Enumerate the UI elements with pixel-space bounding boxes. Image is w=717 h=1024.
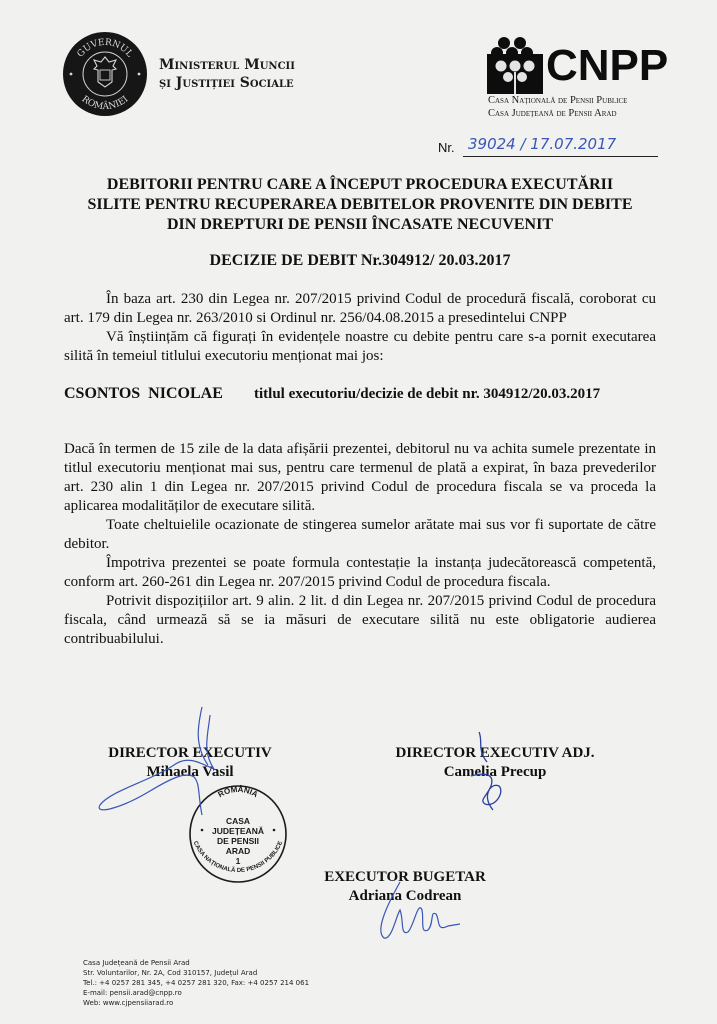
signature-block-budget-executor xyxy=(300,868,510,906)
ministry-line-2: și Justiției Sociale xyxy=(159,75,294,91)
signature-role-director: DIRECTOR EXECUTIV xyxy=(108,745,272,761)
stamp-line-3: DE PENSII xyxy=(216,836,260,846)
paragraph-notification xyxy=(64,328,656,366)
signature-name-deputy-director: Camelia Precup xyxy=(443,764,547,780)
seal-top-text: GUVERNUL xyxy=(75,37,135,60)
stamp-line-2: JUDEȚEANĂ xyxy=(212,826,264,836)
stamp-number: 1 xyxy=(235,856,241,866)
signature-name-budget-executor: Adriana Codrean xyxy=(348,888,462,904)
government-seal-icon xyxy=(62,31,148,117)
debtor-name: CSONTOS NICOLAE xyxy=(64,385,223,402)
paragraph-deadline-text: Dacă în termen de 15 zile de la data afișării prezentei, debitorul nu va achita sumele prezentate in titlul executoriu menționat mai sus, pentru care termenul de plată a expirat, în baza prevederilor art. 230 alin 1 din Legea nr. 207/2015 privind Codul de procedura fiscala se va proceda la aplicarea modalităților de executare silită. xyxy=(64,441,656,514)
paragraph-costs-text: Toate cheltuielile ocazionate de stingerea sumelor arătate mai sus vor fi suportate de către debitor. xyxy=(64,517,656,552)
cnpp-logo-text: CNPP xyxy=(546,41,669,90)
footer-web: Web: www.cjpensiiarad.ro xyxy=(83,999,174,1007)
debtor-enforcement-title: titlul executoriu/decizie de debit nr. 304912/20.03.2017 xyxy=(254,386,601,402)
svg-text:ROMÂNIA xyxy=(217,785,260,799)
registration-label: Nr. xyxy=(438,140,455,155)
footer-address: Str. Voluntarilor, Nr. 2A, Cod 310157, Județul Arad xyxy=(83,969,258,977)
seal-bottom-text: ROMÂNIEI xyxy=(79,94,131,113)
signature-block-deputy-director xyxy=(380,744,610,782)
signature-role-deputy-director: DIRECTOR EXECUTIV ADJ. xyxy=(395,745,595,761)
title-line-1: DEBITORII PENTRU CARE A ÎNCEPUT PROCEDURA EXECUTĂRII xyxy=(106,176,614,193)
paragraph-appeal xyxy=(64,554,656,592)
stamp-line-1: CASA xyxy=(225,816,251,826)
footer-email: E-mail: pensii.arad@cnpp.ro xyxy=(83,989,182,997)
paragraph-legal-basis xyxy=(64,290,656,328)
document-body xyxy=(64,290,656,649)
stamp-line-4: ARAD xyxy=(225,846,251,856)
signature-block-director xyxy=(80,744,300,782)
footer-institution: Casa Județeană de Pensii Arad xyxy=(83,959,190,967)
footer-contact xyxy=(83,958,309,1008)
cnpp-subtitle xyxy=(488,94,627,120)
debtor-row xyxy=(64,384,656,404)
paragraph-appeal-text: Împotriva prezentei se poate formula contestație la instanța judecătorească competentă, conform art. 260-261 din Legea nr. 207/2015 privind Codul de procedura fiscala. xyxy=(64,555,656,590)
stamp-ring-text: CASA NAȚIONALĂ DE PENSII PUBLICE xyxy=(191,840,285,875)
paragraph-costs xyxy=(64,516,656,554)
ministry-line-1: Ministerul Muncii xyxy=(159,57,295,73)
paragraph-deadline xyxy=(64,440,656,516)
registration-underline xyxy=(463,156,658,157)
paragraph-legal-basis-text: În baza art. 230 din Legea nr. 207/2015 privind Codul de procedură fiscală, coroborat cu art. 179 din Legea nr. 263/2010 si Ordinul nr. 256/04.08.2015 a presedintelui CNPP xyxy=(64,291,656,326)
cnpp-subtitle-county: Casa Județeană de Pensii Arad xyxy=(488,108,617,119)
cnpp-logo-icon xyxy=(487,36,543,94)
official-stamp-icon xyxy=(176,784,300,884)
registration-number-handwritten: 39024 / 17.07.2017 xyxy=(468,135,617,153)
ministry-name xyxy=(159,56,295,92)
title-line-3: DIN DREPTURI DE PENSII ÎNCASATE NECUVENIT xyxy=(167,216,553,233)
document-title xyxy=(40,175,680,235)
footer-phone: Tel.: +4 0257 281 345, +4 0257 281 320, Fax: +4 0257 214 061 xyxy=(83,979,310,987)
signature-role-budget-executor: EXECUTOR BUGETAR xyxy=(324,869,486,885)
paragraph-notification-text: Vă înștiințăm că figurați în evidențele noastre cu debite pentru care s-a pornit executarea silită în temeiul titlului executoriu menționat mai jos: xyxy=(64,329,656,364)
signature-name-director: Mihaela Vasil xyxy=(146,764,234,780)
paragraph-hearing-text: Potrivit dispozițiilor art. 9 alin. 2 lit. d din Legea nr. 207/2015 privind Codul de procedura fiscala, când urmează să se ia măsuri de executare silită nu este obligatorie audierea contribuabilului. xyxy=(64,593,656,647)
decision-number: DECIZIE DE DEBIT Nr.304912/ 20.03.2017 xyxy=(209,252,511,269)
stamp-top-text: ROMÂNIA xyxy=(216,784,260,800)
paragraph-hearing xyxy=(64,592,656,649)
title-line-2: SILITE PENTRU RECUPERAREA DEBITELOR PROVENITE DIN DEBITE xyxy=(87,196,633,213)
cnpp-subtitle-national: Casa Națională de Pensii Publice xyxy=(488,95,628,106)
